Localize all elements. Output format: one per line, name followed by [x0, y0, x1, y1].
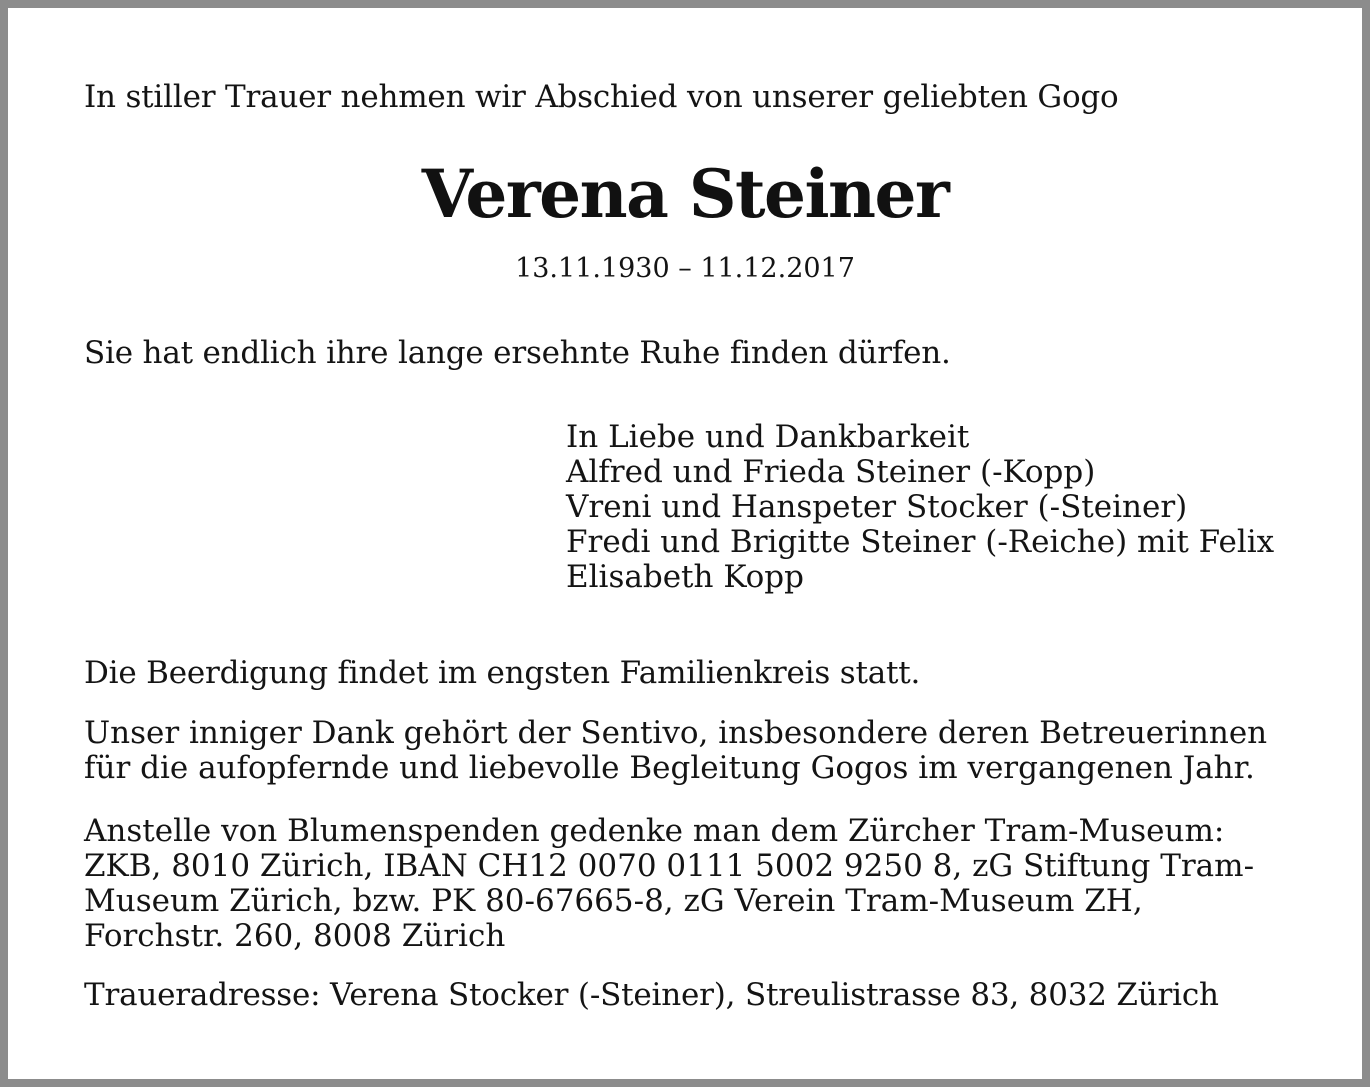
- mourners-block: [566, 420, 1274, 595]
- deceased-name: Verena Steiner: [421, 155, 949, 233]
- donation-line: Museum Zürich, bzw. PK 80-67665-8, zG Verein Tram-Museum ZH,: [84, 883, 1143, 919]
- mourner-name: Elisabeth Kopp: [566, 559, 804, 595]
- donation-line: Forchstr. 260, 8008 Zürich: [84, 918, 506, 954]
- thanks-line: für die aufopfernde und liebevolle Begleitung Gogos im vergangenen Jahr.: [84, 750, 1255, 786]
- obituary-notice: [8, 8, 1362, 1079]
- farewell-quote: Sie hat endlich ihre lange ersehnte Ruhe finden dürfen.: [84, 335, 951, 371]
- life-dates: 13.11.1930 – 11.12.2017: [515, 253, 855, 284]
- donation-line: ZKB, 8010 Zürich, IBAN CH12 0070 0111 5002 9250 8, zG Stiftung Tram-: [84, 848, 1255, 884]
- mourner-name: Alfred und Frieda Steiner (-Kopp): [566, 454, 1096, 490]
- mourner-name: Vreni und Hanspeter Stocker (-Steiner): [566, 489, 1188, 525]
- burial-note: Die Beerdigung findet im engsten Familienkreis statt.: [84, 655, 921, 691]
- intro-text: In stiller Trauer nehmen wir Abschied von unserer geliebten Gogo: [84, 79, 1119, 115]
- thanks-paragraph: [84, 716, 1267, 786]
- donation-paragraph: [84, 814, 1254, 954]
- thanks-line: Unser inniger Dank gehört der Sentivo, insbesondere deren Betreuerinnen: [84, 715, 1268, 751]
- mourning-address: Traueradresse: Verena Stocker (-Steiner), Streulistrasse 83, 8032 Zürich: [84, 977, 1219, 1013]
- mourners-lead: In Liebe und Dankbarkeit: [566, 419, 970, 455]
- mourner-name: Fredi und Brigitte Steiner (-Reiche) mit Felix: [566, 524, 1275, 560]
- donation-line: Anstelle von Blumenspenden gedenke man dem Zürcher Tram-Museum:: [84, 813, 1225, 849]
